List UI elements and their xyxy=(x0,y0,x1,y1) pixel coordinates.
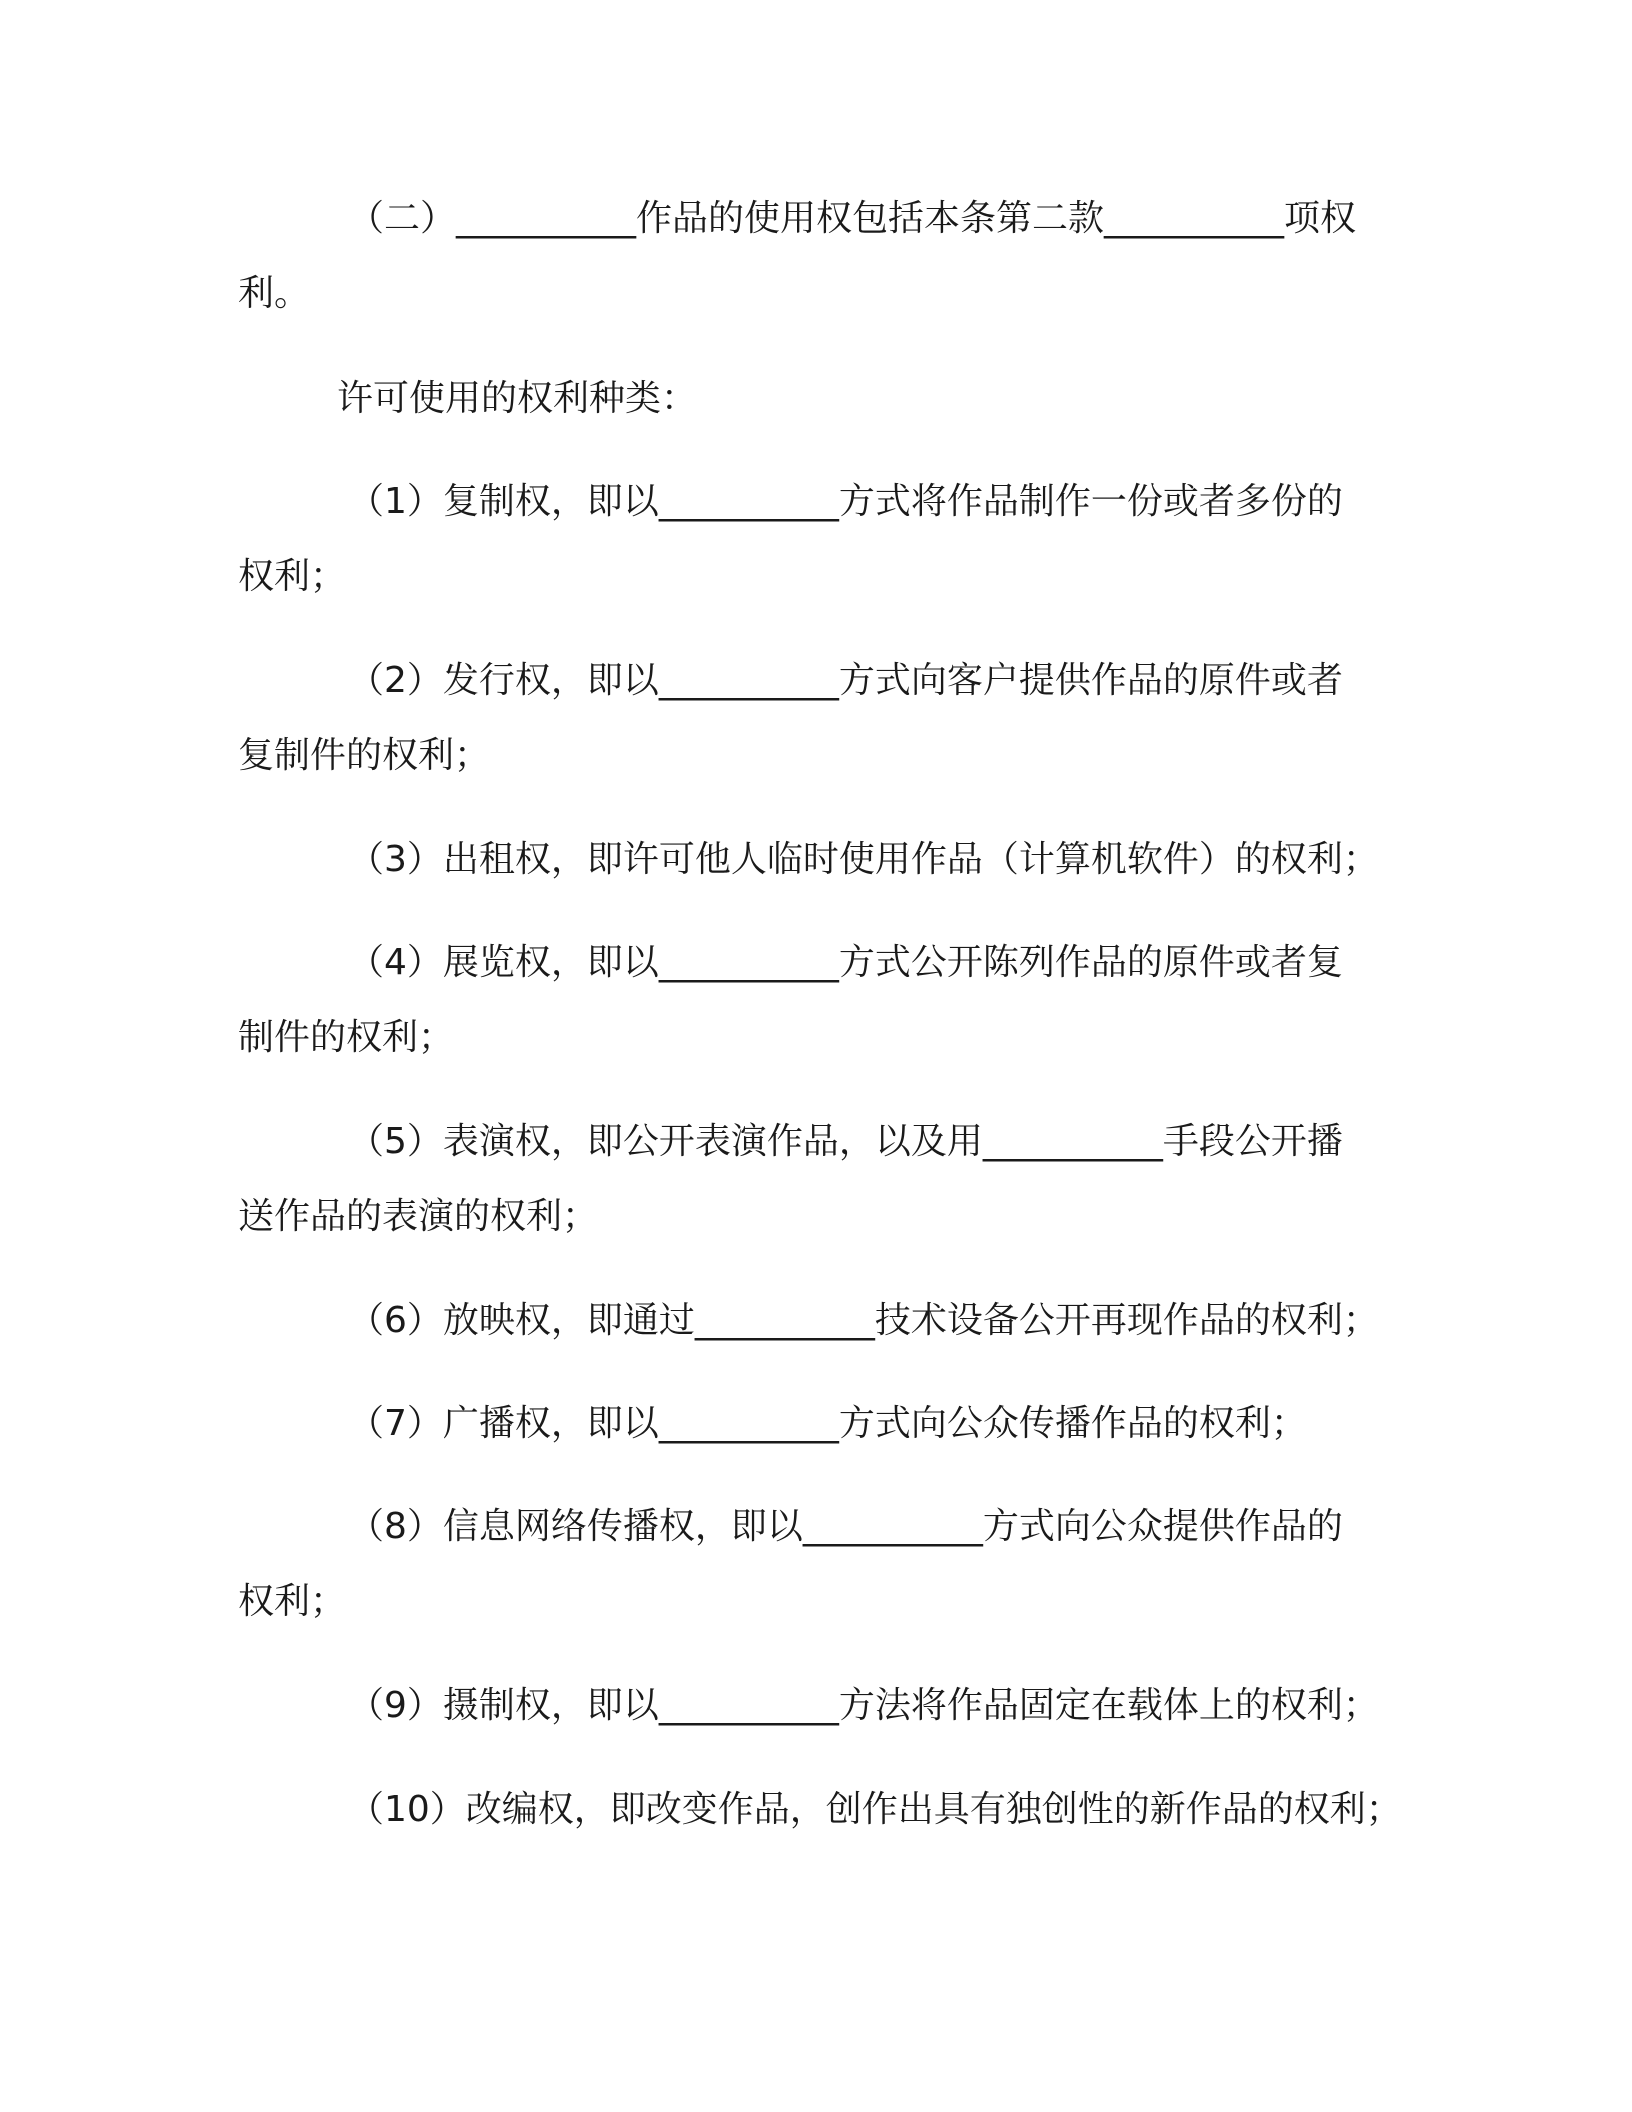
clause-2-line-1: （二）__________作品的使用权包括本条第二款__________项权 xyxy=(348,198,1357,239)
right-9-line-1: （9）摄制权，即以__________方法将作品固定在载体上的权利； xyxy=(348,1685,1379,1726)
right-5-line-1: （5）表演权，即公开表演作品，以及用__________手段公开播 xyxy=(348,1121,1343,1162)
right-7-line-1: （7）广播权，即以__________方式向公众传播作品的权利； xyxy=(348,1403,1307,1444)
right-2-line-2: 复制件的权利； xyxy=(238,735,491,776)
right-2-line-1: （2）发行权，即以__________方式向客户提供作品的原件或者 xyxy=(348,660,1343,701)
right-4-line-1: （4）展览权，即以__________方式公开陈列作品的原件或者复 xyxy=(348,942,1343,983)
right-6-line-1: （6）放映权，即通过__________技术设备公开再现作品的权利； xyxy=(348,1300,1379,1341)
clause-2-line-2: 利。 xyxy=(238,273,311,314)
right-5-line-2: 送作品的表演的权利； xyxy=(238,1196,599,1237)
right-1-line-2: 权利； xyxy=(238,556,347,597)
right-1-line-1: （1）复制权，即以__________方式将作品制作一份或者多份的 xyxy=(348,481,1343,522)
right-4-line-2: 制件的权利； xyxy=(238,1017,455,1058)
right-8-line-2: 权利； xyxy=(238,1581,347,1622)
right-3-line-1: （3）出租权，即许可他人临时使用作品（计算机软件）的权利； xyxy=(348,839,1379,880)
right-10-line-1: （10）改编权，即改变作品，创作出具有独创性的新作品的权利； xyxy=(348,1789,1402,1830)
rights-types-heading: 许可使用的权利种类： xyxy=(337,378,698,419)
right-8-line-1: （8）信息网络传播权，即以__________方式向公众提供作品的 xyxy=(348,1506,1343,1547)
